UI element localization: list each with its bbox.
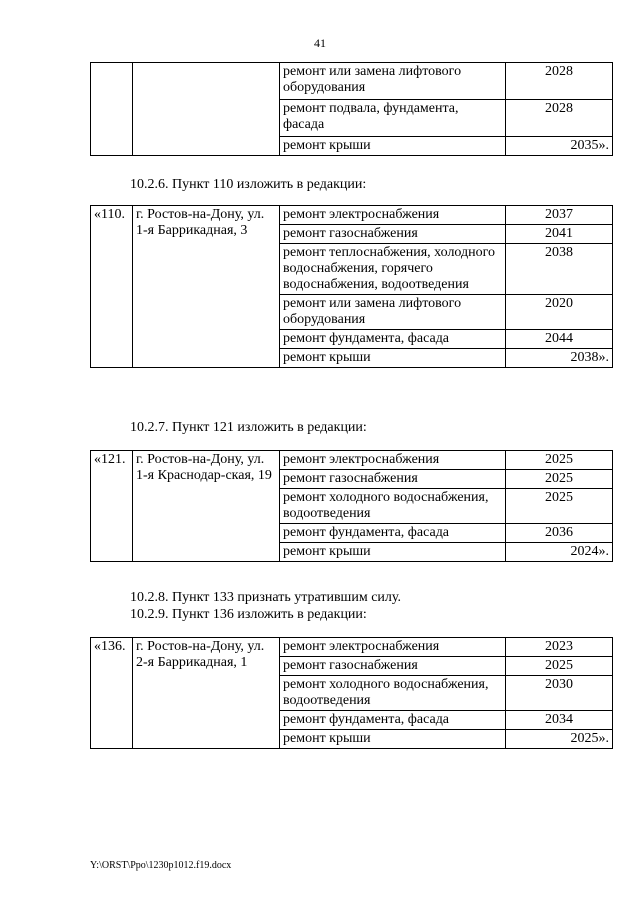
- table-item-110: [90, 205, 613, 368]
- year-cell: 2041: [506, 225, 613, 244]
- address-cell: [133, 63, 280, 156]
- num-cell: [91, 63, 133, 156]
- work-cell: ремонт крыши: [280, 137, 506, 156]
- work-cell: ремонт электроснабжения: [280, 451, 506, 470]
- work-cell: ремонт крыши: [280, 349, 506, 368]
- work-cell: ремонт крыши: [280, 730, 506, 749]
- year-cell: 2025: [506, 470, 613, 489]
- year-cell: 2038».: [506, 349, 613, 368]
- work-cell: ремонт фундамента, фасада: [280, 330, 506, 349]
- year-cell: 2025: [506, 489, 613, 524]
- table-continuation: [90, 62, 613, 156]
- year-cell: 2034: [506, 711, 613, 730]
- work-cell: ремонт холодного водоснабжения, водоотведения: [280, 489, 506, 524]
- year-cell: 2025: [506, 657, 613, 676]
- work-cell: ремонт или замена лифтового оборудования: [280, 63, 506, 100]
- year-cell: 2025».: [506, 730, 613, 749]
- table-item-121: [90, 450, 613, 562]
- work-cell: ремонт электроснабжения: [280, 638, 506, 657]
- address-cell: г. Ростов-на-Дону, ул. 1-я Баррикадная, 3: [133, 206, 280, 368]
- address-cell: г. Ростов-на-Дону, ул. 2-я Баррикадная, 1: [133, 638, 280, 749]
- year-cell: 2025: [506, 451, 613, 470]
- num-cell: «110.: [91, 206, 133, 368]
- work-cell: ремонт фундамента, фасада: [280, 524, 506, 543]
- work-cell: ремонт крыши: [280, 543, 506, 562]
- work-cell: ремонт холодного водоснабжения, водоотведения: [280, 676, 506, 711]
- year-cell: 2020: [506, 295, 613, 330]
- work-cell: ремонт газоснабжения: [280, 225, 506, 244]
- year-cell: 2028: [506, 100, 613, 137]
- work-cell: ремонт или замена лифтового оборудования: [280, 295, 506, 330]
- table-row: [91, 206, 613, 225]
- footer-file-path: Y:\ORST\Ppo\1230p1012.f19.docx: [90, 860, 232, 871]
- paragraph: 10.2.9. Пункт 136 изложить в редакции:: [130, 607, 367, 622]
- address-cell: г. Ростов-на-Дону, ул. 1-я Краснодар-ская, 19: [133, 451, 280, 562]
- paragraph: 10.2.6. Пункт 110 изложить в редакции:: [130, 177, 367, 192]
- table-item-136: [90, 637, 613, 749]
- work-cell: ремонт подвала, фундамента, фасада: [280, 100, 506, 137]
- year-cell: 2028: [506, 63, 613, 100]
- work-cell: ремонт газоснабжения: [280, 657, 506, 676]
- work-cell: ремонт теплоснабжения, холодного водоснабжения, горячего водоснабжения, водоотведения: [280, 244, 506, 295]
- year-cell: 2038: [506, 244, 613, 295]
- year-cell: 2037: [506, 206, 613, 225]
- paragraph: 10.2.7. Пункт 121 изложить в редакции:: [130, 420, 367, 435]
- page-number: 41: [314, 36, 326, 50]
- year-cell: 2044: [506, 330, 613, 349]
- work-cell: ремонт электроснабжения: [280, 206, 506, 225]
- year-cell: 2035».: [506, 137, 613, 156]
- year-cell: 2024».: [506, 543, 613, 562]
- year-cell: 2036: [506, 524, 613, 543]
- year-cell: 2030: [506, 676, 613, 711]
- num-cell: «136.: [91, 638, 133, 749]
- work-cell: ремонт фундамента, фасада: [280, 711, 506, 730]
- table-row: [91, 638, 613, 657]
- table-row: [91, 63, 613, 100]
- year-cell: 2023: [506, 638, 613, 657]
- work-cell: ремонт газоснабжения: [280, 470, 506, 489]
- num-cell: «121.: [91, 451, 133, 562]
- paragraph: 10.2.8. Пункт 133 признать утратившим силу.: [130, 590, 401, 605]
- table-row: [91, 451, 613, 470]
